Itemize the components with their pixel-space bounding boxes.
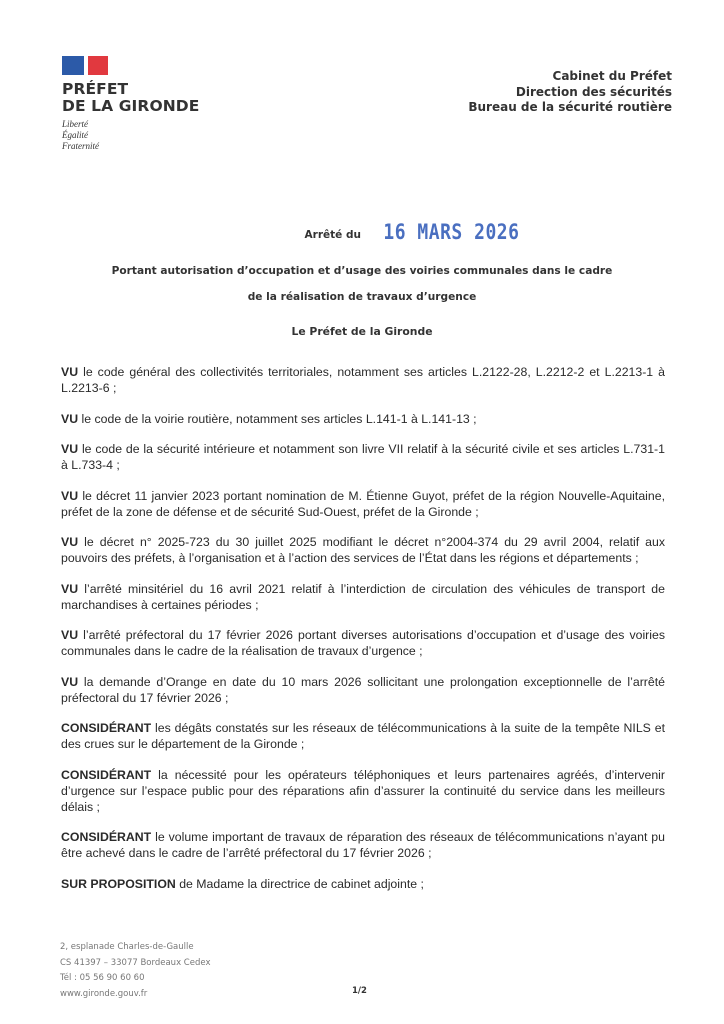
page-number: 1/2 [352,986,367,996]
arrete-subtitle [60,258,664,310]
clause-text: la nécessité pour les opérateurs téléphoniques et leurs partenaires agréés, d’intervenir d’urgence sur l’espace public pour des réparations afin d’assurer la continuité du service dans les meilleurs délais ; [61,767,665,814]
clause-text: la demande d’Orange en date du 10 mars 2026 sollicitant une prolongation exceptionnelle de l’arrêté préfectoral du 17 février 2026 ; [61,674,665,705]
footer-postal: CS 41397 – 33077 Bordeaux Cedex [60,957,211,968]
service-cabinet: Cabinet du Préfet [552,69,672,83]
service-bureau: Bureau de la sécurité routière [468,100,672,114]
clause-keyword: CONSIDÉRANT [61,721,152,735]
footer-street: 2, esplanade Charles-de-Gaulle [60,942,194,952]
clause-vu-arrete-ministeriel [61,581,665,613]
organization-line-2: DE LA GIRONDE [62,97,200,115]
clause-text: le décret n° 2025-723 du 30 juillet 2025 modifiant le décret n°2004-374 du 29 avril 2004, relatif aux pouvoirs des préfets, à l’organisation et à l’action des services de l’État dans les régions et départements ; [61,535,665,565]
footer-website[interactable]: www.gironde.gouv.fr [60,988,148,999]
clause-text: le code de la voirie routière, notamment ses articles L.141-1 à L.141-13 ; [78,411,477,426]
clause-text: l’arrêté préfectoral du 17 février 2026 portant diverses autorisations d’occupation et d’usage des voiries communales dans le cadre de la réalisation de travaux d’urgence ; [61,628,665,658]
clause-text: les dégâts constatés sur les réseaux de télécommunications à la suite de la tempête NILS et des crues sur le département de la Gironde ; [61,721,665,751]
clause-vu-decret-nomination [61,488,665,520]
flag-red-stripe [88,56,108,75]
clause-text: de Madame la directrice de cabinet adjointe ; [175,876,424,891]
clause-text: l’arrêté minsitériel du 16 avril 2021 relatif à l’interdiction de circulation des véhicules de transport de marchandises à certaines périodes ; [61,581,665,612]
document-body [61,364,665,906]
prefecture-logo [62,56,199,152]
clause-keyword: VU [61,581,79,596]
date-stamp: 16 MARS 2026 [383,219,520,246]
arrete-heading [0,219,724,246]
clause-vu-arrete-prefectoral [61,627,665,659]
subtitle-line-1: Portant autorisation d’occupation et d’usage des voiries communales dans le cadre [111,265,613,277]
issuing-authority: Le Préfet de la Gironde [291,325,433,338]
clause-keyword: VU [61,674,79,689]
subtitle-line-2: de la réalisation de travaux d’urgence [247,291,477,303]
footer-address [60,940,210,1002]
clause-vu-demande-orange [61,674,665,706]
clause-keyword: VU [61,535,79,549]
flag-blue-stripe [62,56,84,75]
clause-considerant-volume [61,829,665,861]
clause-keyword: VU [61,411,79,426]
clause-vu-decret-2025-723 [61,534,665,566]
marianne-flag-icon [62,56,108,75]
clause-sur-proposition [61,876,665,892]
motto-liberte: Liberté [62,119,88,129]
clause-keyword: CONSIDÉRANT [61,830,152,844]
issuing-service [468,69,672,116]
clause-keyword: VU [61,442,79,456]
clause-considerant-degats [61,720,665,752]
clause-text: le code de la sécurité intérieure et notamment son livre VII relatif à la sécurité civile et ses articles L.731-1 à L.733-4 ; [61,442,665,472]
clause-text: le code général des collectivités territoriales, notamment ses articles L.2122-28, L.2212-2 et L.2213-1 à L.2213-6 ; [61,365,665,395]
service-direction: Direction des sécurités [515,84,672,99]
footer-phone: Tél : 05 56 90 60 60 [60,973,145,983]
organization-line-1: PRÉFET [62,80,129,98]
clause-text: le décret 11 janvier 2023 portant nomination de M. Étienne Guyot, préfet de la région Nouvelle-Aquitaine, préfet de la zone de défense et de sécurité Sud-Ouest, préfet de la Gironde ; [61,488,665,519]
clause-vu-securite-interieure [61,441,665,473]
clause-text: le volume important de travaux de réparation des réseaux de télécommunications n’ayant pu être achevé dans le cadre de l’arrêté préfectoral du 17 février 2026 ; [61,830,665,860]
clause-keyword: SUR PROPOSITION [61,876,176,891]
organization-name [62,81,199,115]
republic-motto [62,119,199,152]
clause-vu-cgct [61,364,665,396]
motto-fraternite: Fraternité [62,141,99,151]
clause-considerant-necessite [61,767,665,815]
arrete-label: Arrêté du [304,229,361,241]
clause-keyword: VU [61,488,79,503]
motto-egalite: Égalité [62,130,88,140]
clause-keyword: CONSIDÉRANT [61,767,152,782]
clause-keyword: VU [61,365,79,379]
clause-vu-voirie [61,411,665,427]
clause-keyword: VU [61,628,79,642]
